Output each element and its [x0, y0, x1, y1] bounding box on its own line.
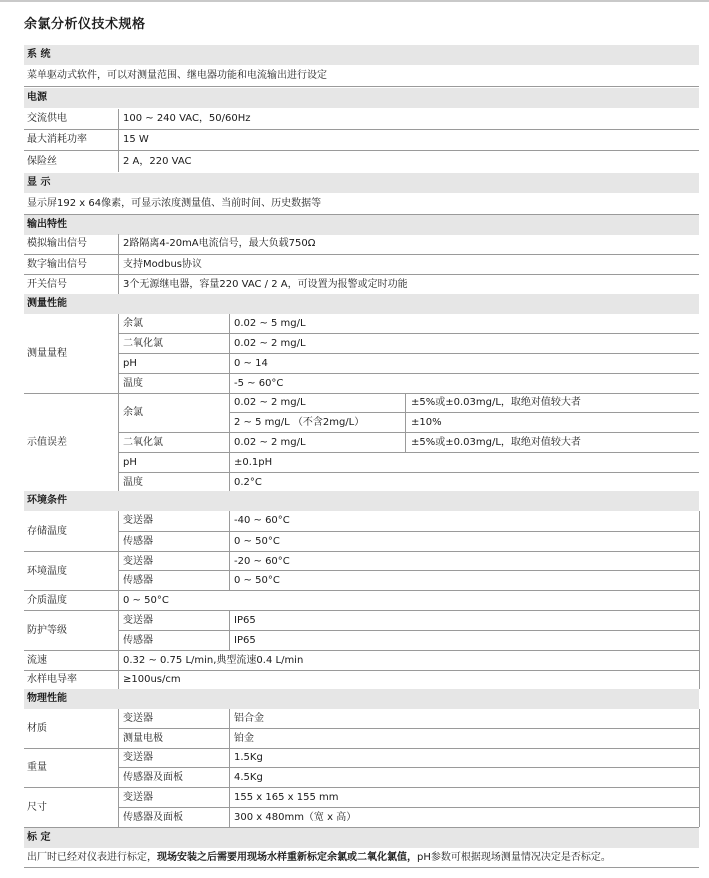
phys-size-transmitter: 变送器 [123, 792, 153, 803]
phys-weight-transmitter: 变送器 [123, 752, 153, 763]
error-chlorine-r2: 2 ~ 5 mg/L （不含2mg/L） [234, 417, 365, 428]
env-ambient-sensor: 传感器 [123, 575, 153, 586]
error-chlorine-r2-err: ±10% [411, 417, 442, 428]
section-env: 环境条件 [24, 491, 699, 511]
env-ip-sensor-value: IP65 [234, 635, 256, 646]
output-digital-label: 数字输出信号 [27, 259, 87, 270]
range-temp-name: 温度 [123, 378, 143, 389]
divider [24, 150, 699, 151]
output-switch-value: 3个无源继电器，容量220 VAC / 2 A，可设置为报警或定时功能 [123, 279, 408, 290]
col-divider [118, 393, 119, 492]
phys-size-sensor-value: 300 x 480mm（宽 x 高） [234, 812, 357, 823]
section-system: 系 统 [24, 45, 699, 65]
output-switch-label: 开关信号 [27, 279, 67, 290]
right-border [699, 709, 700, 827]
section-output: 输出特性 [24, 215, 699, 235]
error-clo2-err: ±5%或±0.03mg/L，取绝对值较大者 [411, 437, 581, 448]
col-divider [118, 234, 119, 294]
section-measure: 测量性能 [24, 294, 699, 314]
error-chlorine-r1: 0.02 ~ 2 mg/L [234, 397, 306, 408]
error-temp-name: 温度 [123, 477, 143, 488]
range-temp-value: -5 ~ 60°C [234, 378, 284, 389]
col-divider [229, 511, 230, 551]
error-ph-value: ±0.1pH [234, 457, 273, 468]
section-physical: 物理性能 [24, 689, 699, 709]
error-chlorine-r1-err: ±5%或±0.03mg/L，取绝对值较大者 [411, 397, 581, 408]
env-ip-label: 防护等级 [27, 625, 67, 636]
env-medium-value: 0 ~ 50°C [123, 595, 169, 606]
range-clo2-value: 0.02 ~ 2 mg/L [234, 338, 306, 349]
col-divider [229, 314, 230, 393]
page-title: 余氯分析仪技术规格 [24, 17, 146, 32]
col-divider [405, 393, 406, 452]
divider [118, 353, 699, 354]
range-label: 测量量程 [27, 348, 67, 359]
env-ambient-transmitter-value: -20 ~ 60°C [234, 556, 290, 567]
col-divider [118, 709, 119, 827]
right-border [699, 511, 700, 689]
power-ac-value: 100 ~ 240 VAC，50/60Hz [123, 113, 251, 124]
power-fuse-value: 2 A，220 VAC [123, 156, 192, 167]
phys-weight-sensor-value: 4.5Kg [234, 772, 263, 783]
phys-material-electrode: 测量电极 [123, 733, 163, 744]
env-flow-value: 0.32 ~ 0.75 L/min,典型流速0.4 L/min [123, 655, 304, 666]
env-ambient-label: 环境温度 [27, 566, 67, 577]
power-max-label: 最大消耗功率 [27, 134, 87, 145]
phys-weight-label: 重量 [27, 762, 47, 773]
phys-size-sensor: 传感器及面板 [123, 812, 183, 823]
top-divider [0, 0, 709, 2]
col-divider [229, 709, 230, 827]
phys-material-electrode-value: 铂金 [234, 733, 254, 744]
display-text: 显示屏192 x 64像素，可显示浓度测量值、当前时间、历史数据等 [27, 198, 322, 209]
calib-text-part1: 出厂时已经对仪表进行标定， [27, 852, 157, 863]
env-ip-transmitter: 变送器 [123, 615, 153, 626]
output-digital-value: 支持Modbus协议 [123, 259, 202, 270]
section-power: 电源 [24, 88, 699, 108]
divider [118, 630, 699, 631]
divider [118, 333, 699, 334]
section-calib: 标 定 [24, 828, 699, 848]
env-storage-sensor: 传感器 [123, 536, 153, 547]
output-analog-value: 2路隔离4-20mA电流信号，最大负载750Ω [123, 238, 316, 249]
env-ambient-sensor-value: 0 ~ 50°C [234, 575, 280, 586]
phys-material-label: 材质 [27, 723, 47, 734]
env-ip-transmitter-value: IP65 [234, 615, 256, 626]
calib-text-part3: pH参数可根据现场测量情况决定是否标定。 [417, 852, 611, 863]
section-display: 显 示 [24, 173, 699, 193]
divider [118, 472, 699, 473]
col-divider [229, 393, 230, 492]
phys-weight-sensor: 传感器及面板 [123, 772, 183, 783]
error-label: 示值误差 [27, 437, 67, 448]
error-ph-name: pH [123, 457, 137, 468]
env-ip-sensor: 传感器 [123, 635, 153, 646]
env-cond-value: ≥100us/cm [123, 674, 181, 685]
error-clo2-name: 二氧化氯 [123, 437, 163, 448]
power-ac-label: 交流供电 [27, 113, 67, 124]
power-max-value: 15 W [123, 134, 149, 145]
phys-material-transmitter-value: 铝合金 [234, 713, 264, 724]
env-medium-label: 介质温度 [27, 595, 67, 606]
calib-text-emphasis: 现场安装之后需要用现场水样重新标定余氯或二氧化氯值， [157, 852, 417, 863]
col-divider [229, 552, 230, 590]
range-clo2-name: 二氧化氯 [123, 338, 163, 349]
phys-weight-transmitter-value: 1.5Kg [234, 752, 263, 763]
range-chlorine-name: 余氯 [123, 318, 143, 329]
divider [118, 767, 699, 768]
env-flow-label: 流速 [27, 655, 47, 666]
divider [24, 393, 699, 394]
divider [118, 728, 699, 729]
output-analog-label: 模拟输出信号 [27, 238, 87, 249]
env-cond-label: 水样电导率 [27, 674, 77, 685]
divider [24, 86, 699, 87]
range-chlorine-value: 0.02 ~ 5 mg/L [234, 318, 306, 329]
env-storage-transmitter: 变送器 [123, 515, 153, 526]
error-temp-value: 0.2°C [234, 477, 262, 488]
col-divider [118, 511, 119, 689]
calib-text [24, 848, 611, 868]
phys-material-transmitter: 变送器 [123, 713, 153, 724]
phys-size-transmitter-value: 155 x 165 x 155 mm [234, 792, 339, 803]
col-divider [118, 109, 119, 172]
phys-size-label: 尺寸 [27, 802, 47, 813]
col-divider [229, 611, 230, 650]
env-storage-transmitter-value: -40 ~ 60°C [234, 515, 290, 526]
system-text: 菜单驱动式软件，可以对测量范围、继电器功能和电流输出进行设定 [27, 70, 327, 81]
power-fuse-label: 保险丝 [27, 156, 57, 167]
range-ph-value: 0 ~ 14 [234, 358, 268, 369]
divider [118, 570, 699, 571]
divider [24, 867, 699, 868]
divider [118, 807, 699, 808]
range-ph-name: pH [123, 358, 137, 369]
col-divider [118, 314, 119, 393]
divider [118, 531, 699, 532]
env-storage-sensor-value: 0 ~ 50°C [234, 536, 280, 547]
env-storage-label: 存储温度 [27, 526, 67, 537]
divider [118, 373, 699, 374]
env-ambient-transmitter: 变送器 [123, 556, 153, 567]
error-clo2-range: 0.02 ~ 2 mg/L [234, 437, 306, 448]
divider [118, 452, 699, 453]
error-chlorine-name: 余氯 [123, 407, 143, 418]
